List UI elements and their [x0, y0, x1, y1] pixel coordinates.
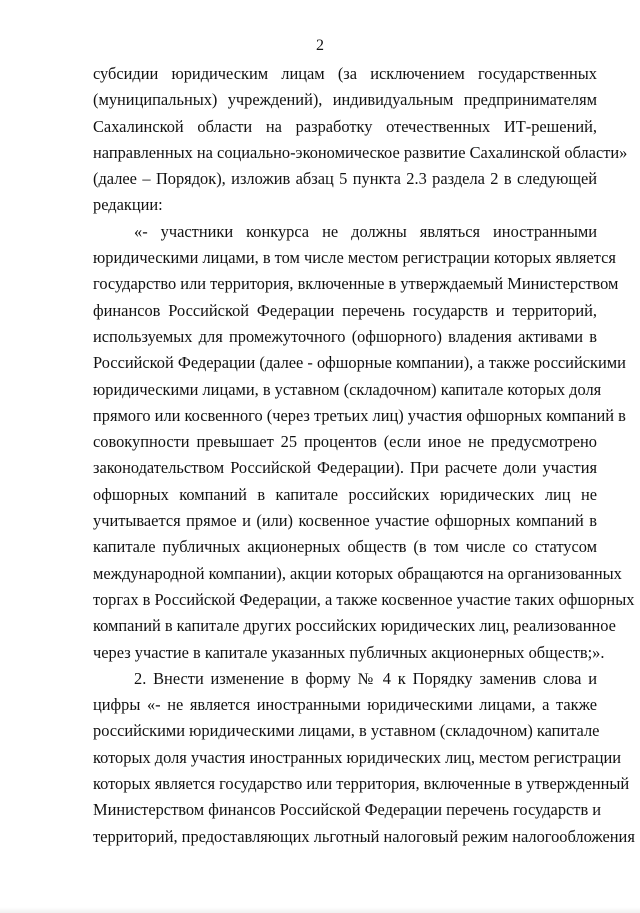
text-line: юридическими лицами, в уставном (складочном) капитале которых доля: [93, 379, 602, 399]
text-line: совокупности превышает 25 процентов (если иное не предусмотрено: [93, 432, 597, 452]
text-line: учитывается прямое и (или) косвенное участие офшорных компаний в: [93, 511, 597, 531]
text-line: Российской Федерации (далее - офшорные компании), а также российскими: [93, 353, 626, 373]
text-line: субсидии юридическим лицам (за исключением государственных: [93, 64, 597, 83]
text-line: юридическими лицами, в том числе местом регистрации которых является: [93, 248, 616, 268]
text-line: территорий, предоставляющих льготный налоговый режим налогообложения: [93, 826, 635, 846]
text-line: «- участники конкурса не должны являться иностранными: [134, 221, 597, 241]
page-number: 2: [316, 37, 324, 54]
text-line: направленных на социально-экономическое развитие Сахалинской области»: [93, 142, 628, 162]
text-line: капитале публичных акционерных обществ (в том числе со статусом: [93, 537, 597, 557]
text-line: через участие в капитале указанных публичных акционерных обществ;».: [93, 642, 605, 662]
text-line: которых доля участия иностранных юридических лиц, местом регистрации: [93, 747, 622, 767]
text-line: используемых для промежуточного (офшорного) владения активами в: [93, 326, 597, 346]
text-line: государство или территория, включенные в утверждаемый Министерством: [93, 274, 619, 294]
text-line: (муниципальных) учреждений), индивидуальным предпринимателям: [93, 90, 597, 110]
text-line: (далее – Порядок), изложив абзац 5 пункта 2.3 раздела 2 в следующей: [93, 169, 597, 189]
text-line: прямого или косвенного (через третьих лиц) участия офшорных компаний в: [93, 405, 626, 425]
text-line: международной компании), акции которых обращаются на организованных: [93, 563, 622, 583]
text-line: российскими юридическими лицами, в уставном (складочном) капитале: [93, 721, 600, 741]
text-line: торгах в Российской Федерации, а также косвенное участие таких офшорных: [93, 589, 635, 609]
text-line: 2. Внести изменение в форму № 4 к Порядку заменив слова и: [134, 668, 597, 688]
text-line: финансов Российской Федерации перечень государств и территорий,: [93, 300, 597, 320]
scan-edge: [0, 907, 640, 913]
text-line: цифры «- не является иностранными юридическими лицами, а также: [93, 695, 597, 715]
body-text: [93, 61, 635, 850]
text-line: которых является государство или территория, включенные в утвержденный: [93, 774, 630, 794]
text-line: редакции:: [93, 195, 163, 215]
text-line: офшорных компаний в капитале российских юридических лиц не: [93, 484, 597, 504]
text-line: Министерством финансов Российской Федерации перечень государств и: [93, 800, 602, 820]
text-line: законодательством Российской Федерации). При расчете доли участия: [93, 458, 597, 478]
text-line: Сахалинской области на разработку отечественных ИТ-решений,: [93, 116, 597, 136]
text-line: компаний в капитале других российских юридических лиц, реализованное: [93, 616, 616, 636]
